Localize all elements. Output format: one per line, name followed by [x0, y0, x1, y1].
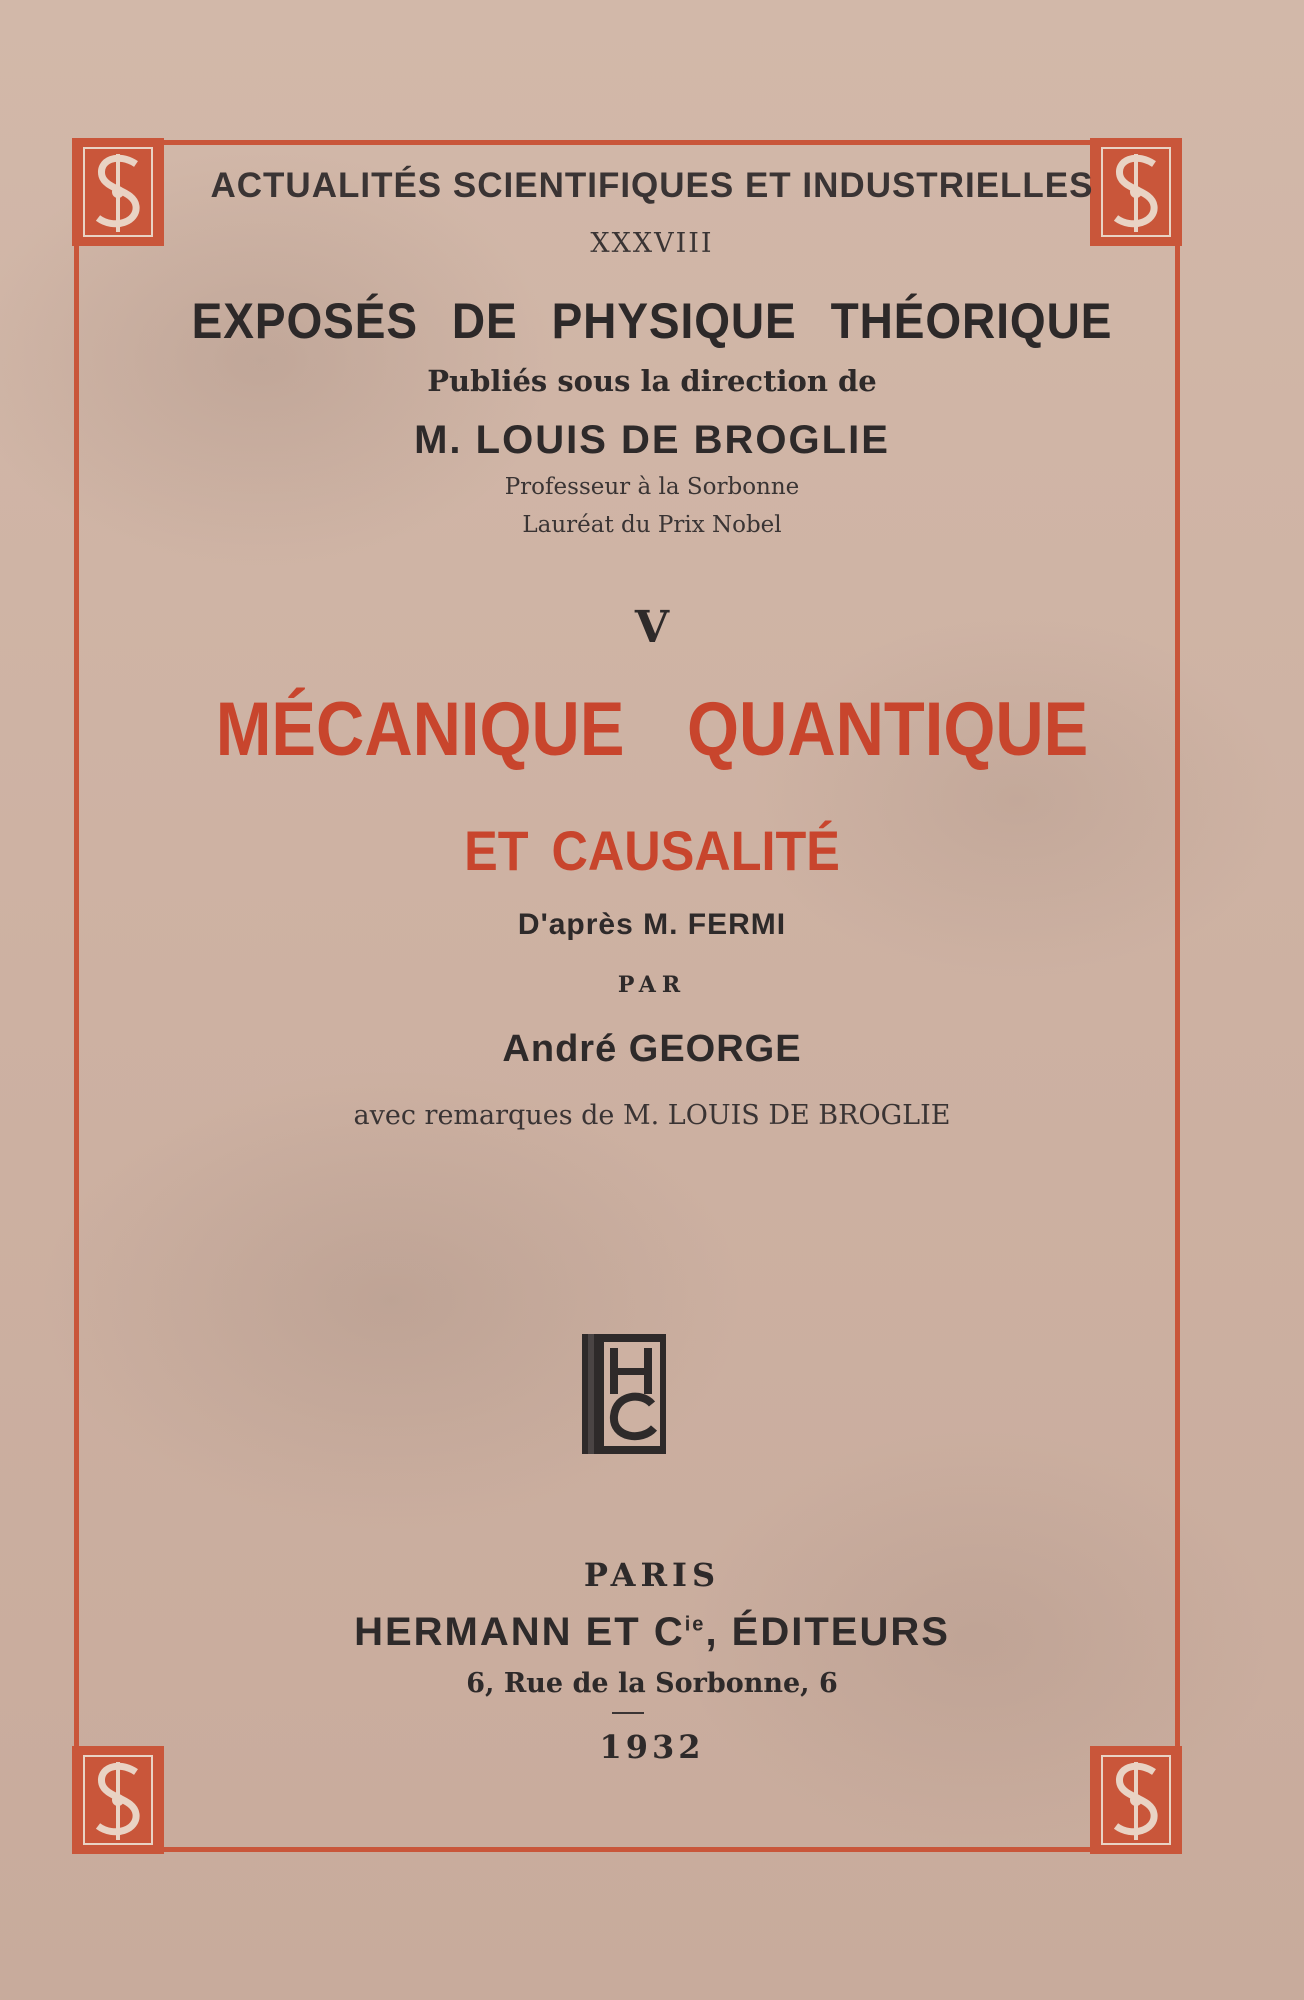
divider-rule: [612, 1712, 644, 1714]
publisher-name: [0, 1610, 1304, 1655]
collection-title: EXPOSÉS DE PHYSIQUE THÉORIQUE: [191, 293, 1113, 349]
book-title-line-2: ET CAUSALITÉ: [464, 819, 840, 882]
publication-year: 1932: [599, 1728, 705, 1766]
publisher-name-tail: , ÉDITEURS: [705, 1610, 950, 1654]
par-label: PAR: [617, 972, 687, 998]
hc-publisher-logo-icon: [578, 1330, 670, 1458]
publisher-address: 6, Rue de la Sorbonne, 6: [466, 1668, 838, 1699]
publisher-city: PARIS: [583, 1556, 721, 1594]
direction-line: Publiés sous la direction de: [427, 364, 877, 398]
book-title-line-1: MÉCANIQUE QUANTIQUE: [215, 687, 1089, 772]
director-title-professor: Professeur à la Sorbonne: [504, 474, 800, 500]
director-title-laureate: Lauréat du Prix Nobel: [522, 512, 782, 538]
volume-number: V: [634, 602, 670, 653]
remarks-line: avec remarques de M. LOUIS DE BROGLIE: [353, 1100, 951, 1131]
series-title: ACTUALITÉS SCIENTIFIQUES ET INDUSTRIELLES: [210, 166, 1094, 205]
publisher-name-main: HERMANN ET C: [354, 1610, 685, 1654]
director-name: M. LOUIS DE BROGLIE: [414, 418, 890, 462]
publisher-name-superscript: ie: [684, 1613, 706, 1636]
series-number: XXXVIII: [590, 228, 714, 259]
author-name: André GEORGE: [502, 1028, 802, 1070]
after-line: D'après M. FERMI: [517, 908, 787, 941]
